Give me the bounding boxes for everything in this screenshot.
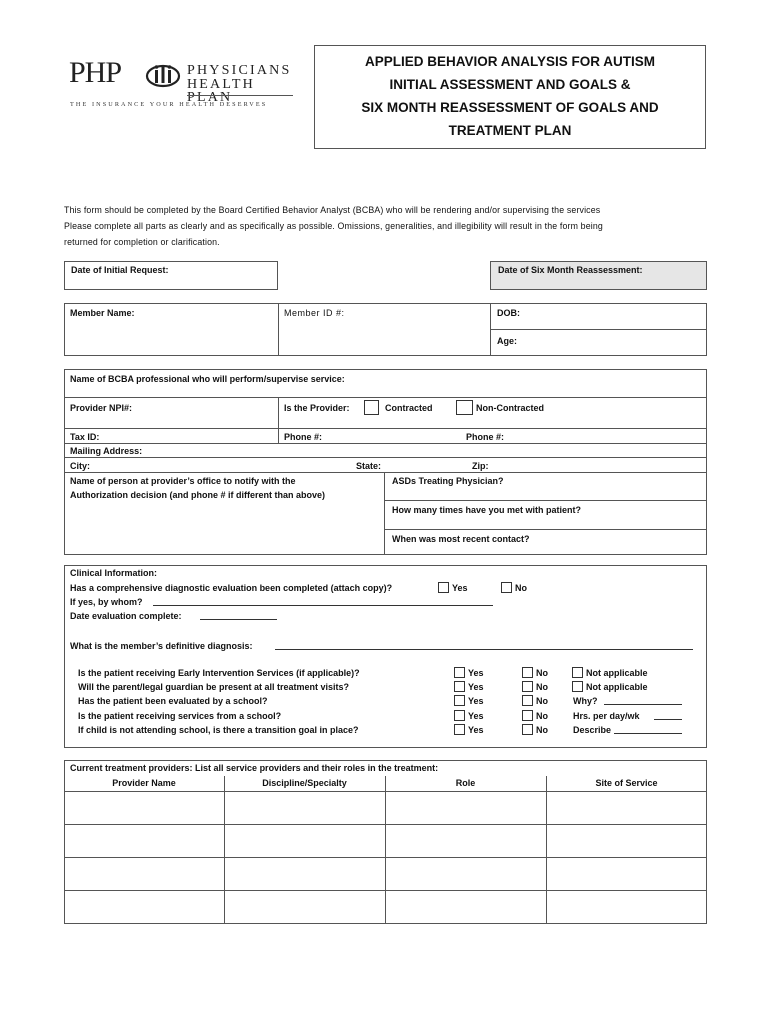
- recent-contact-label: When was most recent contact?: [392, 534, 530, 544]
- no-checkbox[interactable]: [522, 667, 533, 678]
- logo-rule: [187, 95, 293, 96]
- noncontracted-checkbox[interactable]: [456, 400, 473, 415]
- treatment-table-row[interactable]: [64, 825, 707, 857]
- dob-label: DOB:: [497, 308, 520, 318]
- zip-label: Zip:: [472, 461, 489, 471]
- column-header-role: Role: [455, 778, 476, 788]
- column-header-site: Site of Service: [595, 778, 658, 788]
- tax-id-label: Tax ID:: [70, 432, 100, 442]
- contracted-checkbox[interactable]: [364, 400, 379, 415]
- diagnosis-label: What is the member’s definitive diagnosis:: [70, 641, 253, 651]
- initial-request-label: Date of Initial Request:: [71, 265, 169, 275]
- no-checkbox[interactable]: [522, 724, 533, 735]
- yes-checkbox[interactable]: [454, 710, 465, 721]
- diagnosis-input[interactable]: [275, 641, 693, 650]
- notify-label-line2: Authorization decision (and phone # if different than above): [70, 490, 326, 500]
- treatment-table-row[interactable]: [64, 891, 707, 923]
- not-applicable-checkbox[interactable]: [572, 681, 583, 692]
- not-applicable-checkbox[interactable]: [572, 667, 583, 678]
- times-met-label: How many times have you met with patient?: [392, 505, 582, 515]
- is-provider-label: Is the Provider:: [284, 403, 350, 413]
- why-label: Why?: [573, 696, 598, 706]
- logo-emblem-icon: [145, 64, 181, 88]
- age-label: Age:: [497, 336, 517, 346]
- hours-input[interactable]: [654, 711, 682, 720]
- question-no[interactable]: No: [522, 724, 548, 736]
- bcba-name-label: Name of BCBA professional who will perform/supervise service:: [70, 374, 345, 384]
- column-header-provider-name: Provider Name: [112, 778, 176, 788]
- reassessment-date-field[interactable]: [490, 261, 707, 290]
- yes-checkbox[interactable]: [454, 681, 465, 692]
- eval-yes-option[interactable]: Yes: [438, 582, 468, 594]
- noncontracted-label: Non-Contracted: [476, 403, 544, 413]
- hours-label: Hrs. per day/wk: [573, 711, 640, 721]
- contracted-label: Contracted: [385, 403, 433, 413]
- eval-date-label: Date evaluation complete:: [70, 611, 182, 621]
- title-line-1: APPLIED BEHAVIOR ANALYSIS FOR AUTISM: [364, 54, 656, 69]
- no-checkbox[interactable]: [522, 695, 533, 706]
- yes-checkbox[interactable]: [454, 724, 465, 735]
- question-no[interactable]: No: [522, 710, 548, 722]
- eval-date-input[interactable]: [200, 611, 277, 620]
- phone-label-1: Phone #:: [284, 432, 323, 442]
- eval-no-option[interactable]: No: [501, 582, 527, 594]
- clinical-heading: Clinical Information:: [70, 568, 158, 578]
- by-whom-input[interactable]: [153, 597, 493, 606]
- why-input[interactable]: [604, 696, 682, 705]
- initial-request-field[interactable]: [64, 261, 278, 290]
- title-line-2: INITIAL ASSESSMENT AND GOALS &: [389, 77, 631, 92]
- yes-checkbox[interactable]: [454, 667, 465, 678]
- by-whom-label: If yes, by whom?: [70, 597, 143, 607]
- asd-physician-label: ASDs Treating Physician?: [392, 476, 504, 486]
- question-yes[interactable]: Yes: [454, 681, 484, 693]
- city-label: City:: [70, 461, 90, 471]
- question-yes[interactable]: Yes: [454, 724, 484, 736]
- instructions-line-3: returned for completion or clarification.: [64, 237, 220, 247]
- member-name-label: Member Name:: [70, 308, 135, 318]
- reassessment-date-label: Date of Six Month Reassessment:: [498, 265, 643, 275]
- eval-question: Has a comprehensive diagnostic evaluation been completed (attach copy)?: [70, 583, 393, 593]
- question-text: Has the patient been evaluated by a school?: [78, 696, 268, 706]
- no-checkbox[interactable]: [522, 681, 533, 692]
- question-text: Will the parent/legal guardian be present at all treatment visits?: [78, 682, 349, 692]
- yes-checkbox[interactable]: [454, 695, 465, 706]
- instructions-line-2: Please complete all parts as clearly and as specifically as possible. Omissions, generalities, and illegibility will result in the form being: [64, 221, 603, 231]
- logo-tagline: THE INSURANCE YOUR HEALTH DESERVES: [70, 101, 268, 108]
- member-id-label: Member ID #:: [284, 308, 345, 318]
- column-header-discipline: Discipline/Specialty: [262, 778, 347, 788]
- not-applicable-option[interactable]: Not applicable: [572, 667, 648, 679]
- question-no[interactable]: No: [522, 695, 548, 707]
- title-line-4: TREATMENT PLAN: [448, 123, 572, 138]
- logo-name-line1: PHYSICIANS: [187, 63, 292, 78]
- describe-label: Describe: [573, 725, 612, 735]
- provider-npi-label: Provider NPI#:: [70, 403, 133, 413]
- eval-no-checkbox[interactable]: [501, 582, 512, 593]
- question-text: Is the patient receiving services from a school?: [78, 711, 282, 721]
- question-text: If child is not attending school, is there a transition goal in place?: [78, 725, 359, 735]
- notify-label-line1: Name of person at provider’s office to notify with the: [70, 476, 296, 486]
- question-yes[interactable]: Yes: [454, 710, 484, 722]
- state-label: State:: [356, 461, 382, 471]
- form-title-box: [314, 45, 706, 149]
- logo-name-line2: HEALTH PLAN: [187, 77, 255, 105]
- no-checkbox[interactable]: [522, 710, 533, 721]
- treatment-table-row[interactable]: [64, 792, 707, 824]
- phone-label-2: Phone #:: [466, 432, 505, 442]
- treatment-table-row[interactable]: [64, 858, 707, 890]
- mailing-address-label: Mailing Address:: [70, 446, 143, 456]
- logo-mark: PHP: [69, 56, 122, 89]
- not-applicable-option[interactable]: Not applicable: [572, 681, 648, 693]
- instructions-line-1: This form should be completed by the Board Certified Behavior Analyst (BCBA) who will be rendering and/or supervising the services: [64, 205, 601, 215]
- eval-yes-checkbox[interactable]: [438, 582, 449, 593]
- treatment-heading: Current treatment providers: List all service providers and their roles in the treatment:: [70, 763, 439, 773]
- title-line-3: SIX MONTH REASSESSMENT OF GOALS AND: [361, 100, 659, 115]
- question-no[interactable]: No: [522, 681, 548, 693]
- question-text: Is the patient receiving Early Intervention Services (if applicable)?: [78, 668, 360, 678]
- question-no[interactable]: No: [522, 667, 548, 679]
- question-yes[interactable]: Yes: [454, 667, 484, 679]
- question-yes[interactable]: Yes: [454, 695, 484, 707]
- describe-input[interactable]: [614, 725, 682, 734]
